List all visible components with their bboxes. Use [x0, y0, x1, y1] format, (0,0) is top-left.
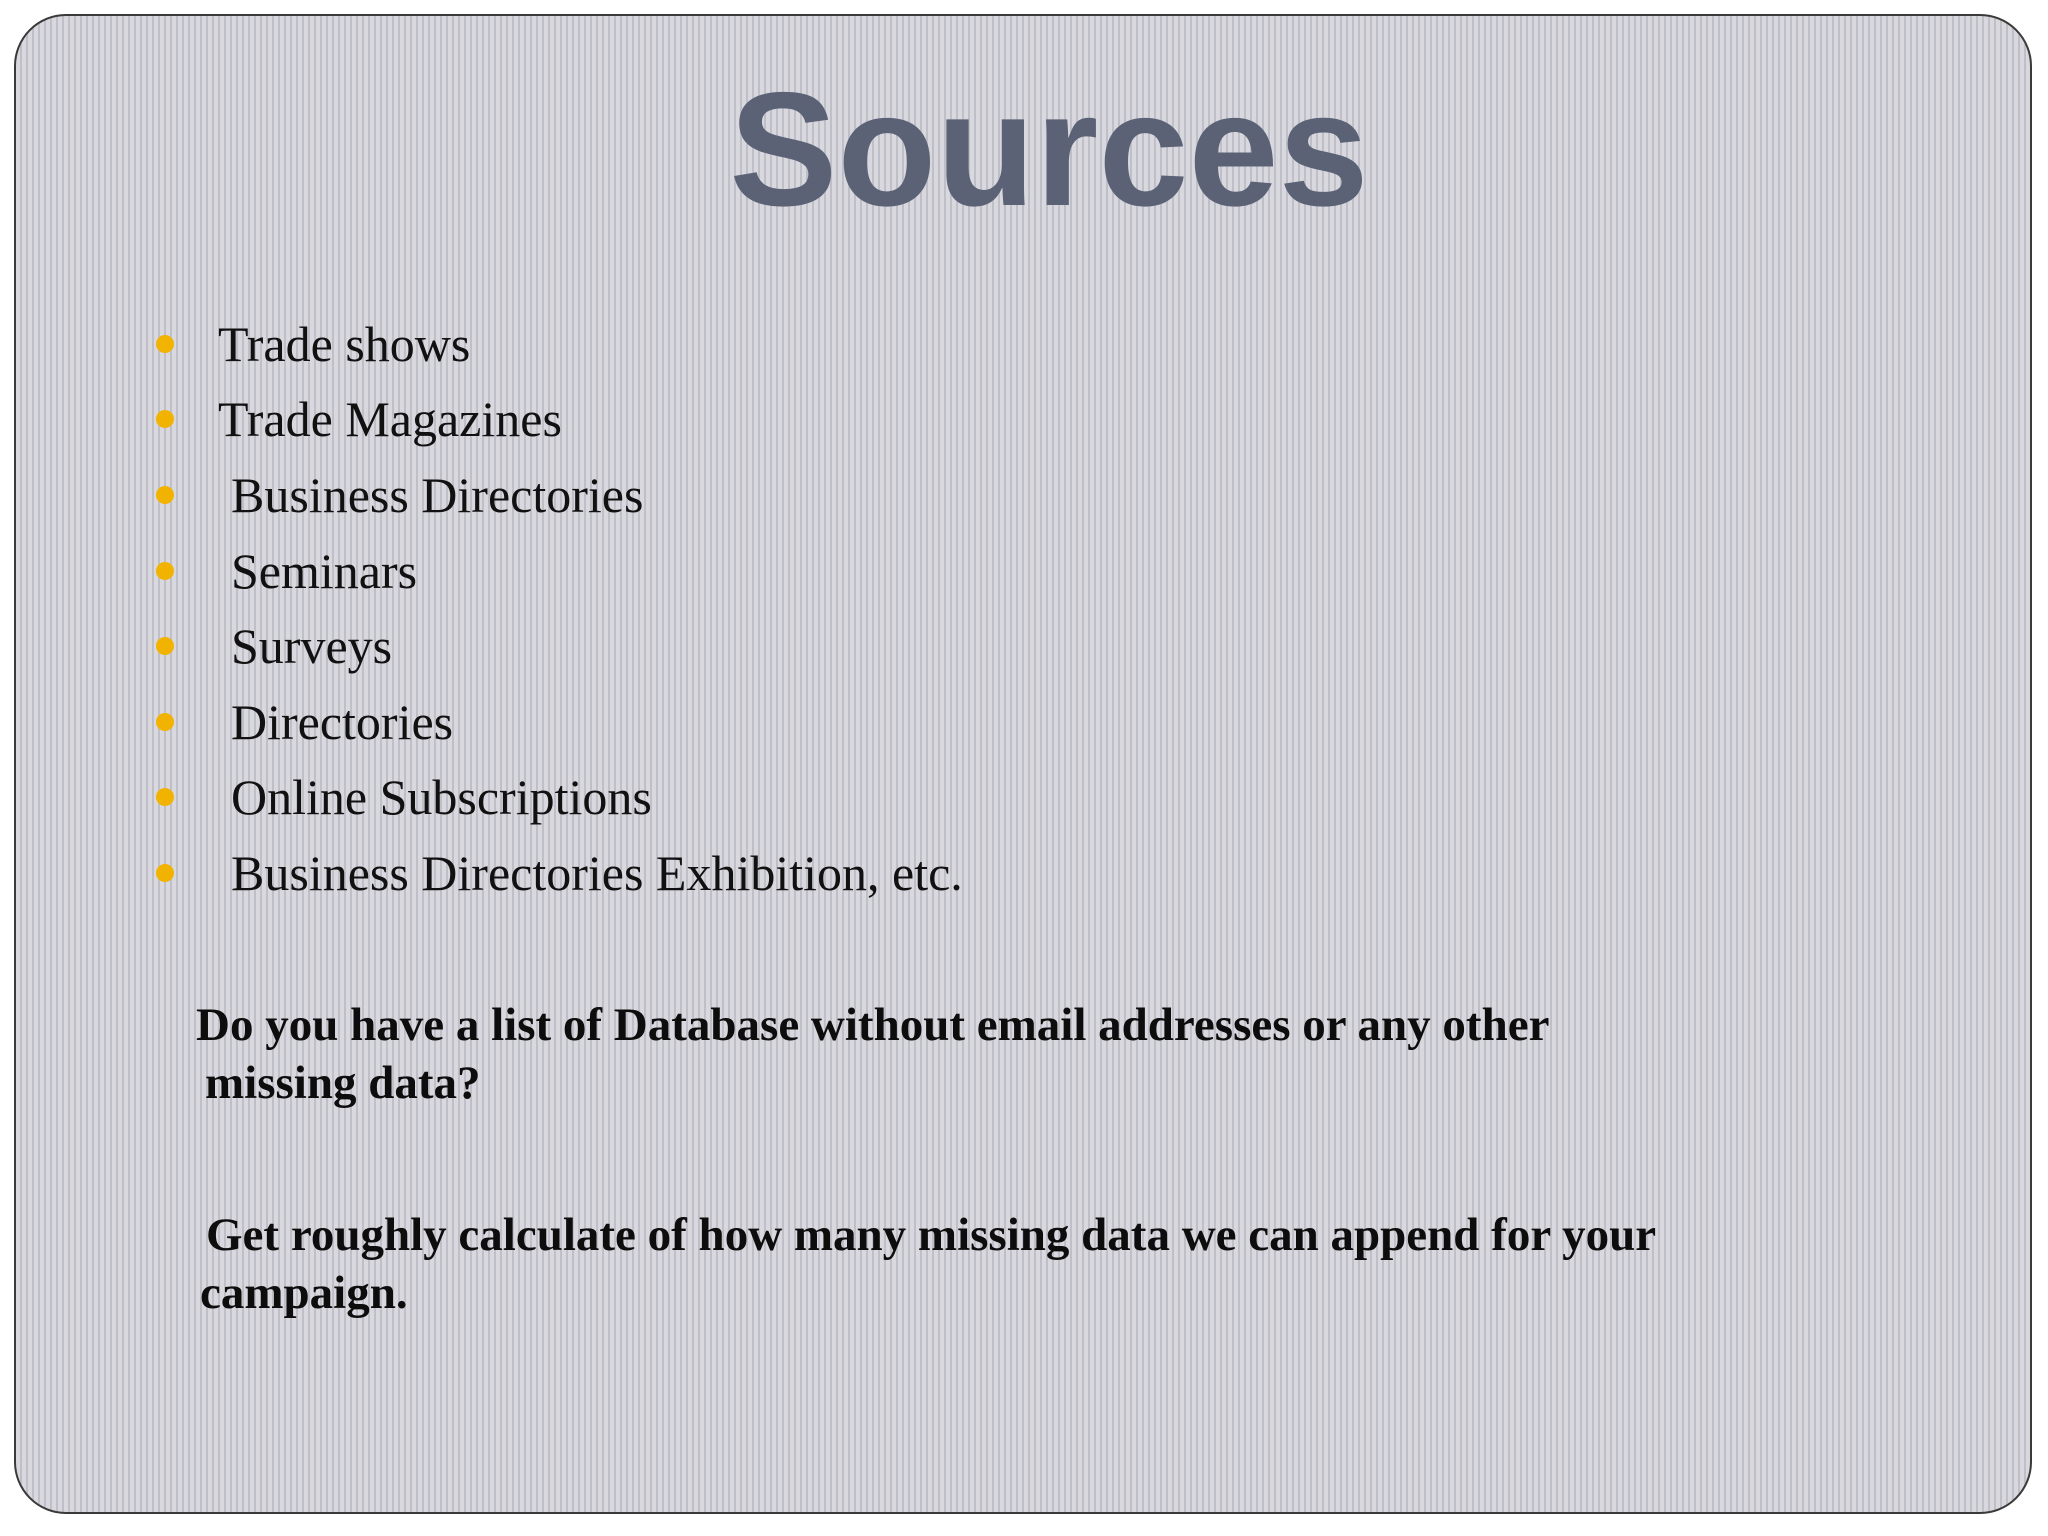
- list-item-label: Directories: [231, 693, 454, 750]
- bullet-dot-icon: [156, 637, 174, 655]
- list-item-label: Trade shows: [218, 315, 471, 372]
- bullet-dot-icon: [156, 713, 174, 731]
- bullet-dot-icon: [156, 410, 174, 428]
- database-question-line-1: Do you have a list of Database without email addresses or any other: [196, 999, 1550, 1051]
- list-item-label: Business Directories Exhibition, etc.: [231, 844, 963, 901]
- list-item-label: Surveys: [231, 618, 393, 675]
- append-estimate-line-1: Get roughly calculate of how many missing data we can append for your: [206, 1209, 1657, 1261]
- list-item-label: Seminars: [231, 542, 418, 599]
- bullet-dot-icon: [156, 788, 174, 806]
- database-question-line-2: missing data?: [205, 1057, 481, 1109]
- bullet-dot-icon: [156, 486, 174, 504]
- slide: [14, 14, 2032, 1514]
- list-item-label: Trade Magazines: [218, 391, 562, 448]
- bullet-dot-icon: [156, 562, 174, 580]
- append-estimate-line-2: campaign.: [200, 1267, 408, 1319]
- list-item-label: Business Directories: [231, 466, 644, 523]
- bullet-dot-icon: [156, 864, 174, 882]
- list-item-label: Online Subscriptions: [231, 769, 652, 826]
- append-estimate-text: [200, 1206, 1657, 1322]
- database-question: [196, 996, 1549, 1112]
- slide-title: Sources: [729, 59, 1369, 240]
- bullet-dot-icon: [156, 335, 174, 353]
